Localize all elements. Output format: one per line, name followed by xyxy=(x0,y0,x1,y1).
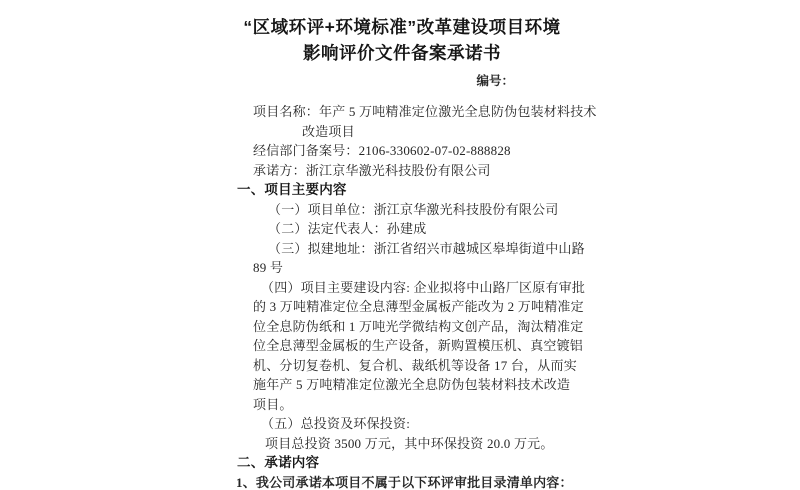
document-title-line2: 影响评价文件备案承诺书 xyxy=(303,43,501,63)
item-construction-content: （四）项目主要建设内容: 企业拟将中山路厂区原有审批 xyxy=(261,279,586,295)
item-construction-content-cont-1: 的 3 万吨精准定位全息薄型金属板产能改为 2 万吨精准定 xyxy=(253,299,584,314)
item-investment-detail: 项目总投资 3500 万元，其中环保投资 20.0 万元。 xyxy=(265,435,554,451)
item-proposed-address-cont: 89 号 xyxy=(253,260,284,275)
document-title-line1: “区域环评+环境标准”改革建设项目环境 xyxy=(243,17,561,37)
section-heading-2: 二、承诺内容 xyxy=(237,455,320,470)
item-investment-heading: （五）总投资及环保投资: xyxy=(261,416,411,431)
document-body xyxy=(234,14,597,490)
section-heading-1: 一、项目主要内容 xyxy=(237,182,347,197)
commitment-item-1: 1、我公司承诺本项目不属于以下环评审批目录清单内容： xyxy=(236,474,573,490)
item-proposed-address: （三）拟建地址：浙江省绍兴市越城区皋埠街道中山路 xyxy=(268,240,585,256)
field-project-name: 项目名称：年产 5 万吨精准定位激光全息防伪包装材料技术 xyxy=(253,104,597,119)
field-committer: 承诺方：浙江京华激光科技股份有限公司 xyxy=(253,162,491,178)
item-construction-content-cont-4: 机、分切复卷机、复合机、裁纸机等设备 17 台，从而实 xyxy=(253,357,577,373)
item-construction-content-cont-2: 位全息防伪纸和 1 万吨光学微结构文创产品，淘汰精准定 xyxy=(253,318,584,334)
item-legal-representative: （二）法定代表人：孙建成 xyxy=(268,221,427,236)
item-construction-content-cont-3: 位全息薄型金属板的生产设备，新购置模压机、真空镀铝 xyxy=(253,338,584,353)
serial-number-label: 编号： xyxy=(476,74,514,88)
item-construction-content-cont-6: 项目。 xyxy=(253,396,293,412)
field-record-number: 经信部门备案号：2106-330602-07-02-888828 xyxy=(253,143,511,158)
item-project-unit: （一）项目单位：浙江京华激光科技股份有限公司 xyxy=(268,201,559,217)
field-project-name-cont: 改造项目 xyxy=(302,123,355,139)
item-construction-content-cont-5: 施年产 5 万吨精准定位激光全息防伪包装材料技术改造 xyxy=(253,377,571,392)
